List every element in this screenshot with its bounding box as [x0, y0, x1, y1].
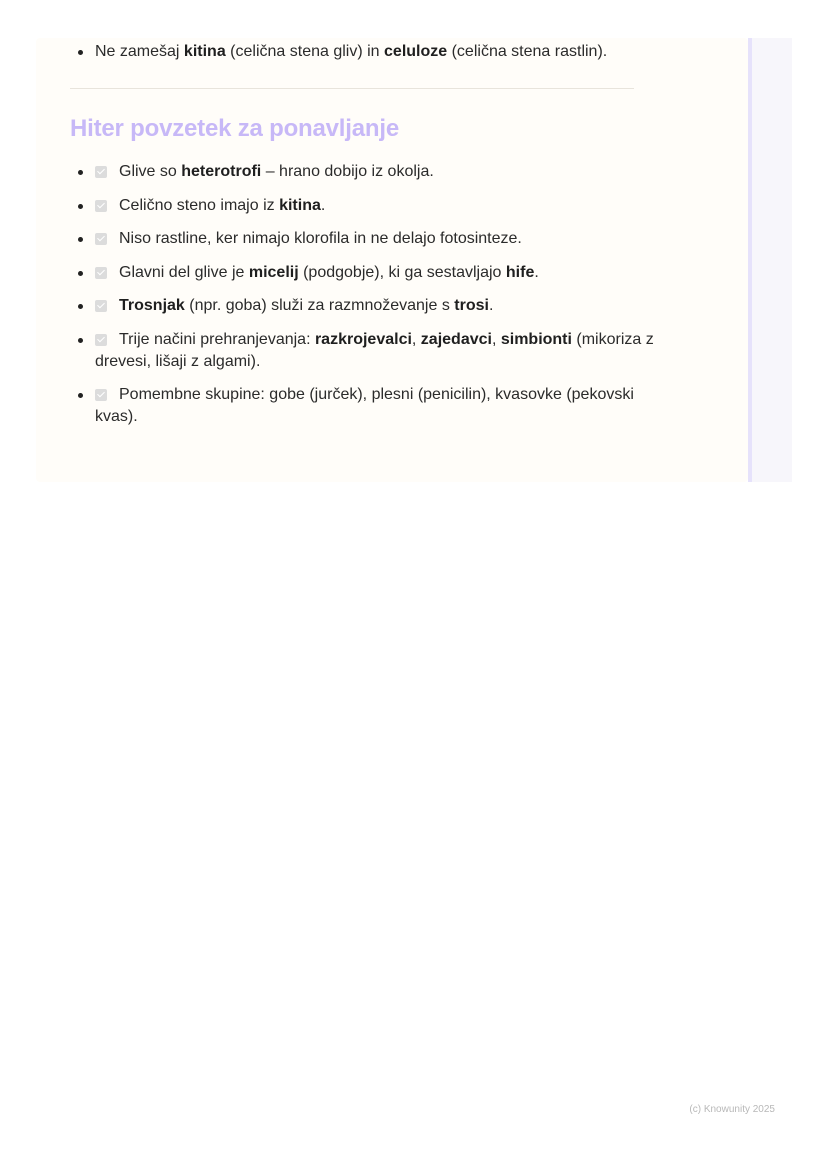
checkbox-icon [95, 233, 107, 245]
checkbox-icon [95, 166, 107, 178]
checkbox-icon [95, 334, 107, 346]
list-item: Ne zamešaj kitina (celična stena gliv) in celuloze (celična stena rastlin). [95, 41, 655, 63]
list-item: Niso rastline, ker nimajo klorofila in ne delajo fotosinteze. [95, 228, 655, 250]
list-item: Glive so heterotrofi – hrano dobijo iz okolja. [95, 161, 655, 183]
checkbox-icon [95, 200, 107, 212]
section-heading: Hiter povzetek za ponavljanje [70, 115, 399, 142]
list-item: Trosnjak (npr. goba) služi za razmnoževanje s trosi. [95, 295, 655, 317]
top-list [36, 41, 655, 63]
footer-copyright: (c) Knowunity 2025 [689, 1104, 775, 1115]
checkbox-icon [95, 389, 107, 401]
list-item: Glavni del glive je micelij (podgobje), ki ga sestavljajo hife. [95, 262, 655, 284]
list-item: Celično steno imajo iz kitina. [95, 195, 655, 217]
checkbox-icon [95, 267, 107, 279]
checkbox-icon [95, 300, 107, 312]
divider [70, 88, 634, 89]
list-item: Trije načini prehranjevanja: razkrojevalci, zajedavci, simbionti (mikoriza z drevesi, lišaji z algami). [95, 329, 655, 373]
list-item: Pomembne skupine: gobe (jurček), plesni (penicilin), kvasovke (pekovski kvas). [95, 384, 655, 428]
summary-list [36, 161, 655, 440]
right-side-panel [752, 38, 792, 482]
